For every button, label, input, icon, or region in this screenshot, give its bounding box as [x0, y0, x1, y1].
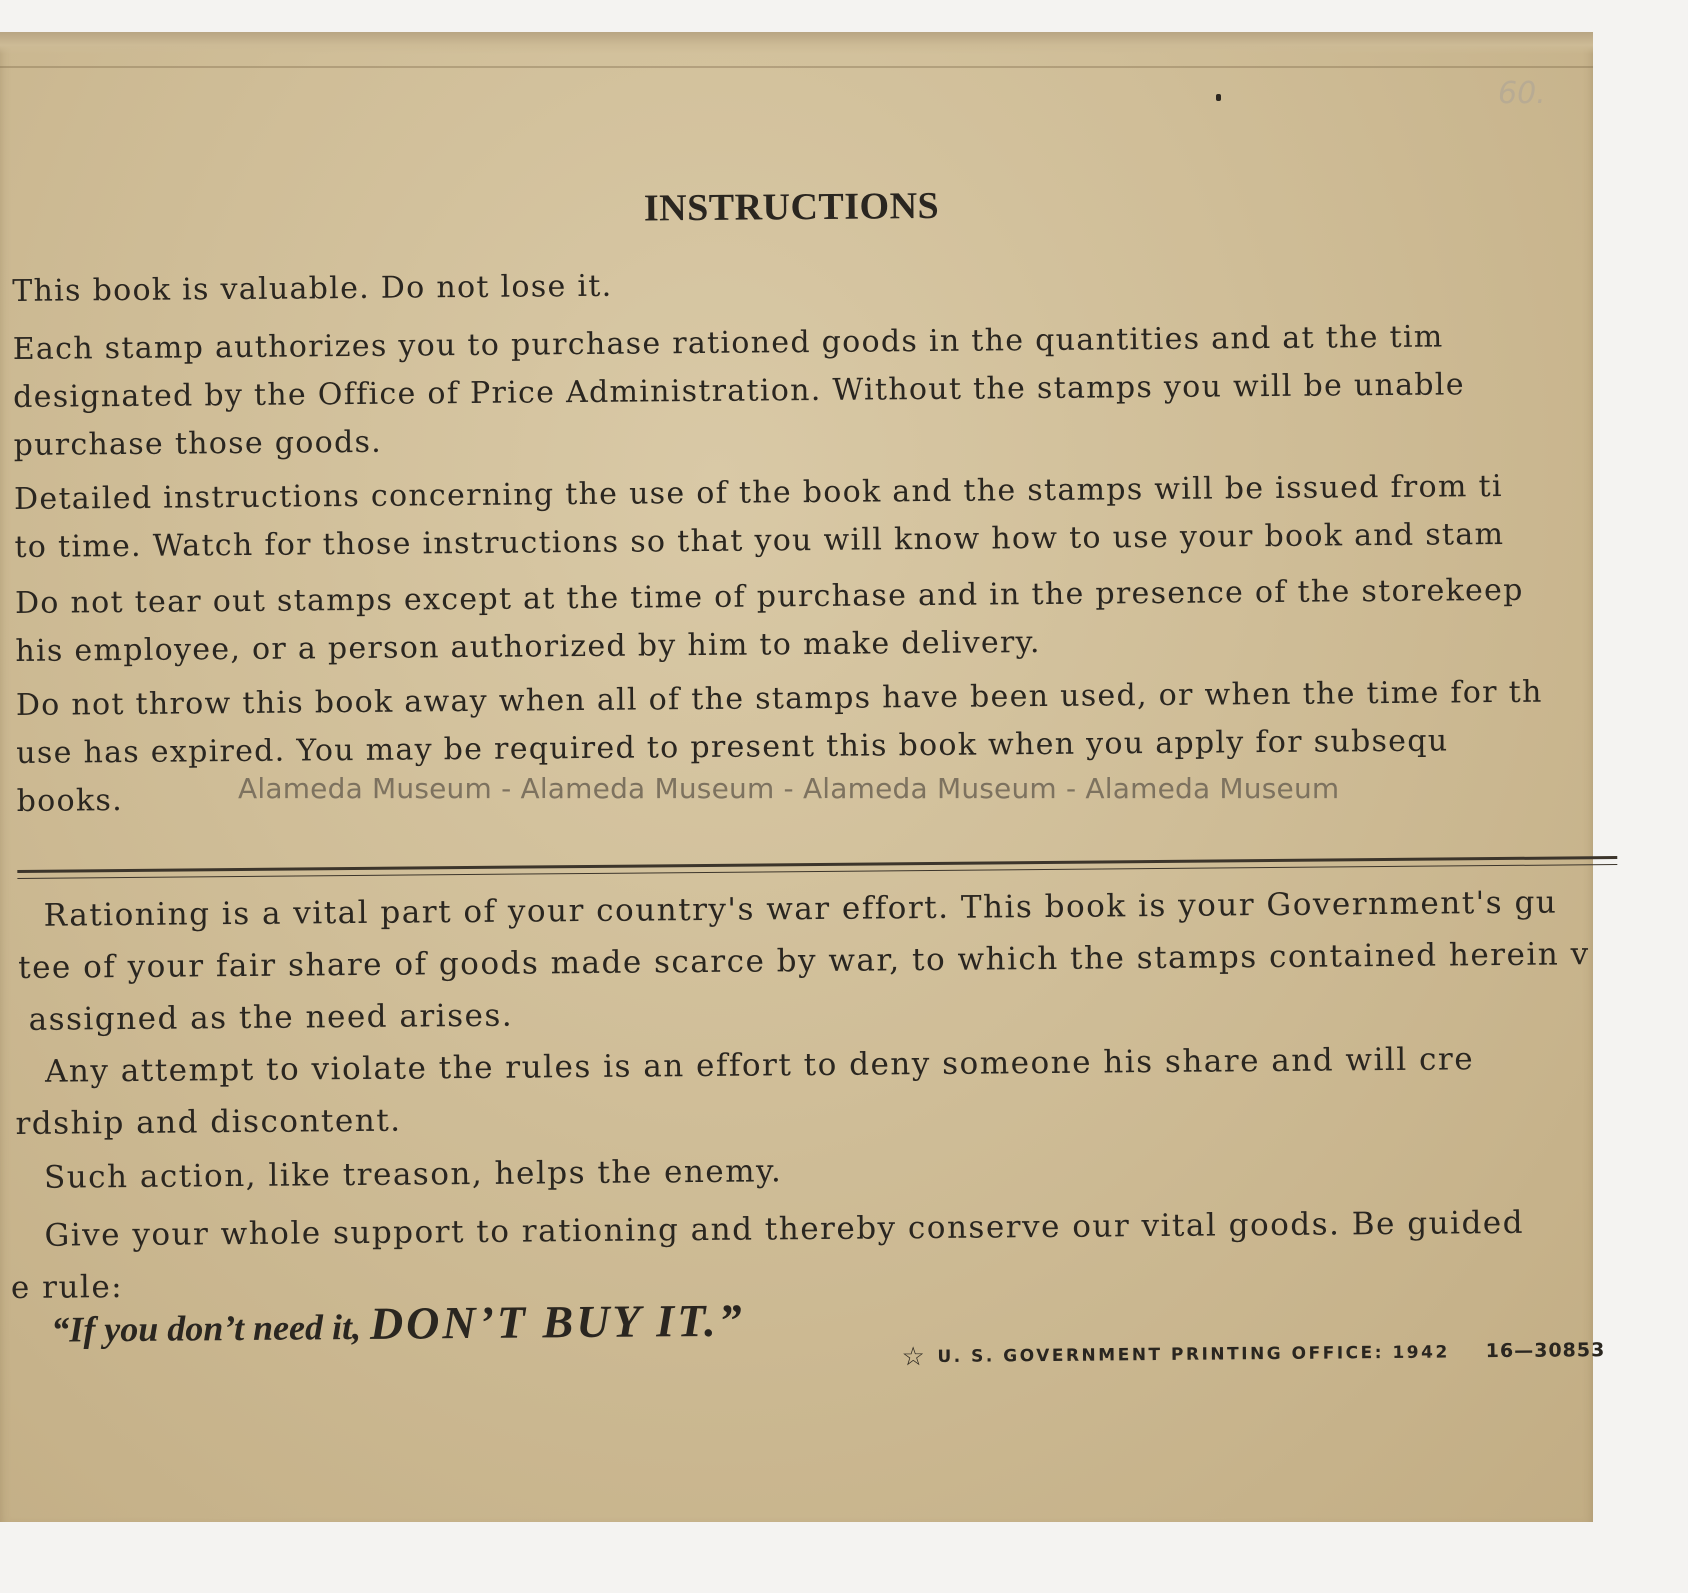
text-line: Such action, like treason, helps the enemy.: [43, 1153, 783, 1196]
text-line: This book is valuable. Do not lose it.: [12, 268, 613, 309]
paper-top-edge: [0, 32, 1593, 54]
instruction-paragraph-4: [15, 566, 1656, 676]
slogan: [51, 1294, 745, 1353]
printer-imprint: [901, 1336, 1605, 1372]
text-line: books.: [16, 783, 124, 819]
rationing-paragraph-4: [10, 1195, 1685, 1313]
text-line: Do not tear out stamps except at the time of purchase and in the presence of the storekeep: [14, 572, 1524, 621]
text-line: use has expired. You may be required to present this book when you apply for subsequ: [16, 723, 1449, 771]
text-line: his employee, or a person authorized by him to make delivery.: [15, 625, 1041, 669]
paper-edge-line: [0, 66, 1593, 68]
instruction-paragraph-3: [14, 462, 1655, 572]
text-line: designated by the Office of Price Administration. Without the stamps you will be unable: [13, 367, 1465, 415]
text-line: purchase those goods.: [13, 424, 383, 463]
ration-book-back-cover: [0, 32, 1606, 1522]
slogan-emphasis: DON’T BUY IT.”: [369, 1294, 745, 1349]
text-line: tee of your fair share of goods made scarce by war, to which the stamps contained herein v: [18, 936, 1590, 986]
text-line: assigned as the need arises.: [28, 997, 514, 1038]
ink-dot: [1216, 94, 1221, 101]
divider-rule-thin: [17, 864, 1617, 879]
star-icon: ☆: [901, 1342, 928, 1373]
form-code: 16—30853: [1485, 1339, 1606, 1363]
text-line: Give your whole support to rationing and thereby conserve our vital goods. Be guided: [44, 1204, 1525, 1254]
text-line: rdship and discontent.: [15, 1102, 402, 1142]
text-line: to time. Watch for those instructions so that you will know how to use your book and stam: [14, 516, 1505, 565]
text-line: e rule:: [10, 1269, 124, 1307]
text-line: Detailed instructions concerning the use of the book and the stamps will be issued from ti: [13, 468, 1503, 517]
text-line: Any attempt to violate the rules is an effort to deny someone his share and will cre: [44, 1041, 1475, 1090]
instruction-paragraph-2: [13, 312, 1654, 470]
rationing-paragraph-1: [18, 875, 1684, 1045]
slogan-prefix: “If you don’t need it,: [51, 1306, 362, 1350]
instructions-title: INSTRUCTIONS: [643, 184, 940, 230]
text-line: Do not throw this book away when all of the stamps have been used, or when the time for th: [15, 674, 1543, 723]
text-line: Each stamp authorizes you to purchase rationed goods in the quantities and at the tim: [12, 319, 1444, 367]
instruction-paragraph-1: [12, 254, 1652, 316]
text-line: Rationing is a vital part of your country's war effort. This book is your Government's gu: [43, 884, 1558, 934]
printer-imprint-text: U. S. GOVERNMENT PRINTING OFFICE: 1942: [937, 1342, 1450, 1367]
pencil-mark: 60.: [1498, 76, 1546, 111]
rationing-paragraph-2: [15, 1031, 1686, 1149]
museum-watermark: Alameda Museum - Alameda Museum - Alameda Museum - Alameda Museum: [238, 772, 1340, 805]
